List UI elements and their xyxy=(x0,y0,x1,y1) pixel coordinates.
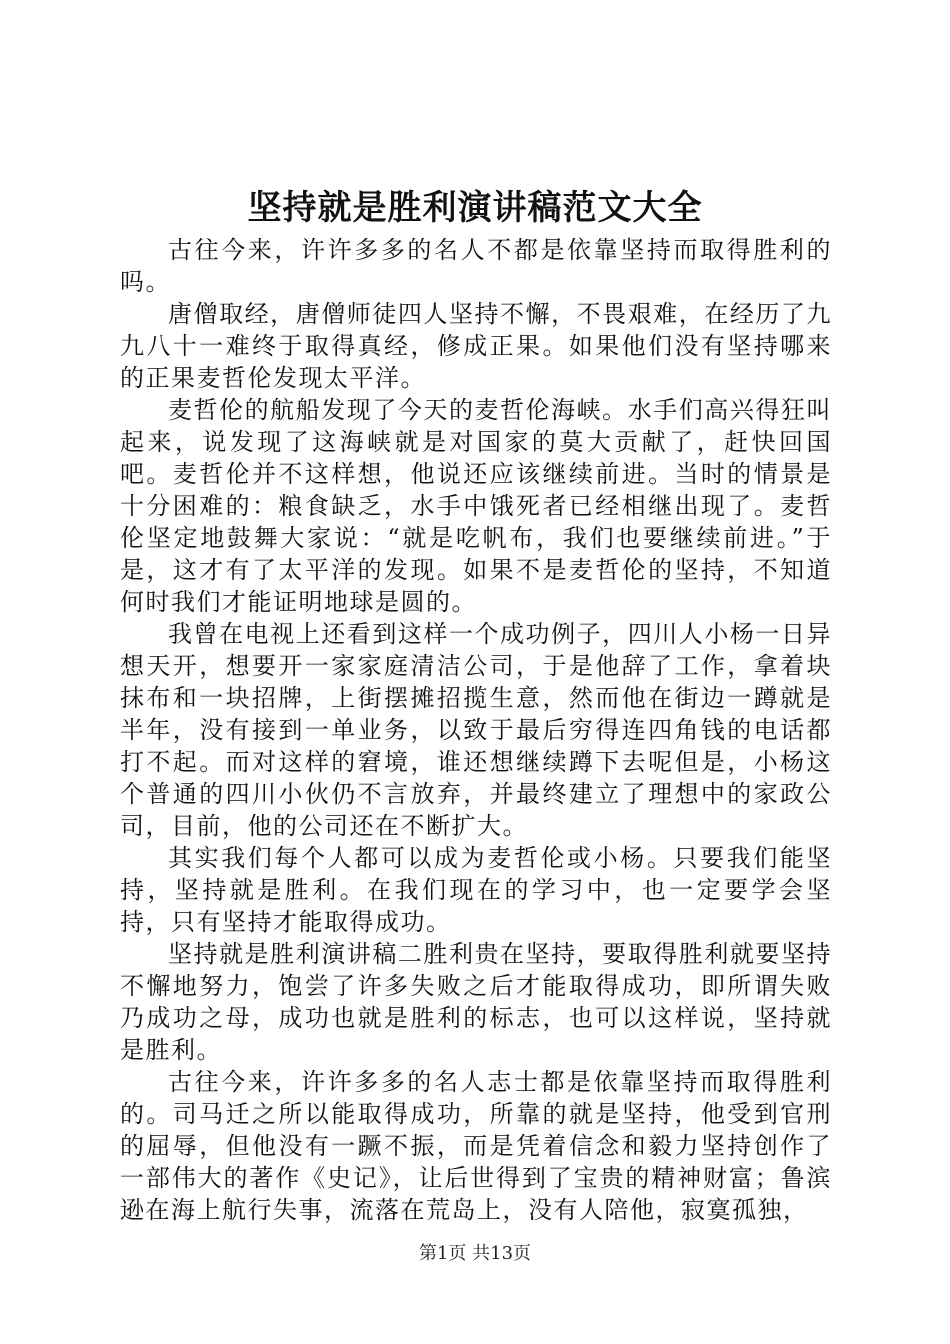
paragraph-7: 古往今来，许许多多的名人志士都是依靠坚持而取得胜利的。司马迁之所以能取得成功，所靠的就是坚持，他受到官刑的屈辱，但他没有一蹶不振，而是凭着信念和毅力坚持创作了一部伟大的著作《史记》，让后世得到了宝贵的精神财富；鲁滨逊在海上航行失事，流落在荒岛上，没有人陪他，寂寞孤独， xyxy=(120,1068,832,1224)
paragraph-1: 古往今来，许许多多的名人不都是依靠坚持而取得胜利的吗。 xyxy=(120,236,832,296)
paragraph-2: 唐僧取经，唐僧师徒四人坚持不懈，不畏艰难，在经历了九九八十一难终于取得真经，修成正果。如果他们没有坚持哪来的正果麦哲伦发现太平洋。 xyxy=(120,300,832,392)
document-title: 坚持就是胜利演讲稿范文大全 xyxy=(247,188,703,228)
document-body xyxy=(120,234,832,1226)
paragraph-5: 其实我们每个人都可以成为麦哲伦或小杨。只要我们能坚持，坚持就是胜利。在我们现在的学习中，也一定要学会坚持，只有坚持才能取得成功。 xyxy=(120,844,832,936)
page-number-footer: 第1页 共13页 xyxy=(418,1243,532,1264)
paragraph-3: 麦哲伦的航船发现了今天的麦哲伦海峡。水手们高兴得狂叫起来，说发现了这海峡就是对国家的莫大贡献了，赶快回国吧。麦哲伦并不这样想，他说还应该继续前进。当时的情景是十分困难的：粮食缺乏，水手中饿死者已经相继出现了。麦哲伦坚定地鼓舞大家说：“就是吃帆布，我们也要继续前进。”于是，这才有了太平洋的发现。如果不是麦哲伦的坚持，不知道何时我们才能证明地球是圆的。 xyxy=(120,396,832,616)
paragraph-6: 坚持就是胜利演讲稿二胜利贵在坚持，要取得胜利就要坚持不懈地努力，饱尝了许多失败之后才能取得成功，即所谓失败乃成功之母，成功也就是胜利的标志，也可以这样说，坚持就是胜利。 xyxy=(120,940,832,1064)
paragraph-4: 我曾在电视上还看到这样一个成功例子，四川人小杨一日异想天开，想要开一家家庭清洁公司，于是他辞了工作，拿着块抹布和一块招牌，上街摆摊招揽生意，然而他在街边一蹲就是半年，没有接到一单业务，以致于最后穷得连四角钱的电话都打不起。而对这样的窘境，谁还想继续蹲下去呢但是，小杨这个普通的四川小伙仍不言放弃，并最终建立了理想中的家政公司，目前，他的公司还在不断扩大。 xyxy=(120,620,832,840)
